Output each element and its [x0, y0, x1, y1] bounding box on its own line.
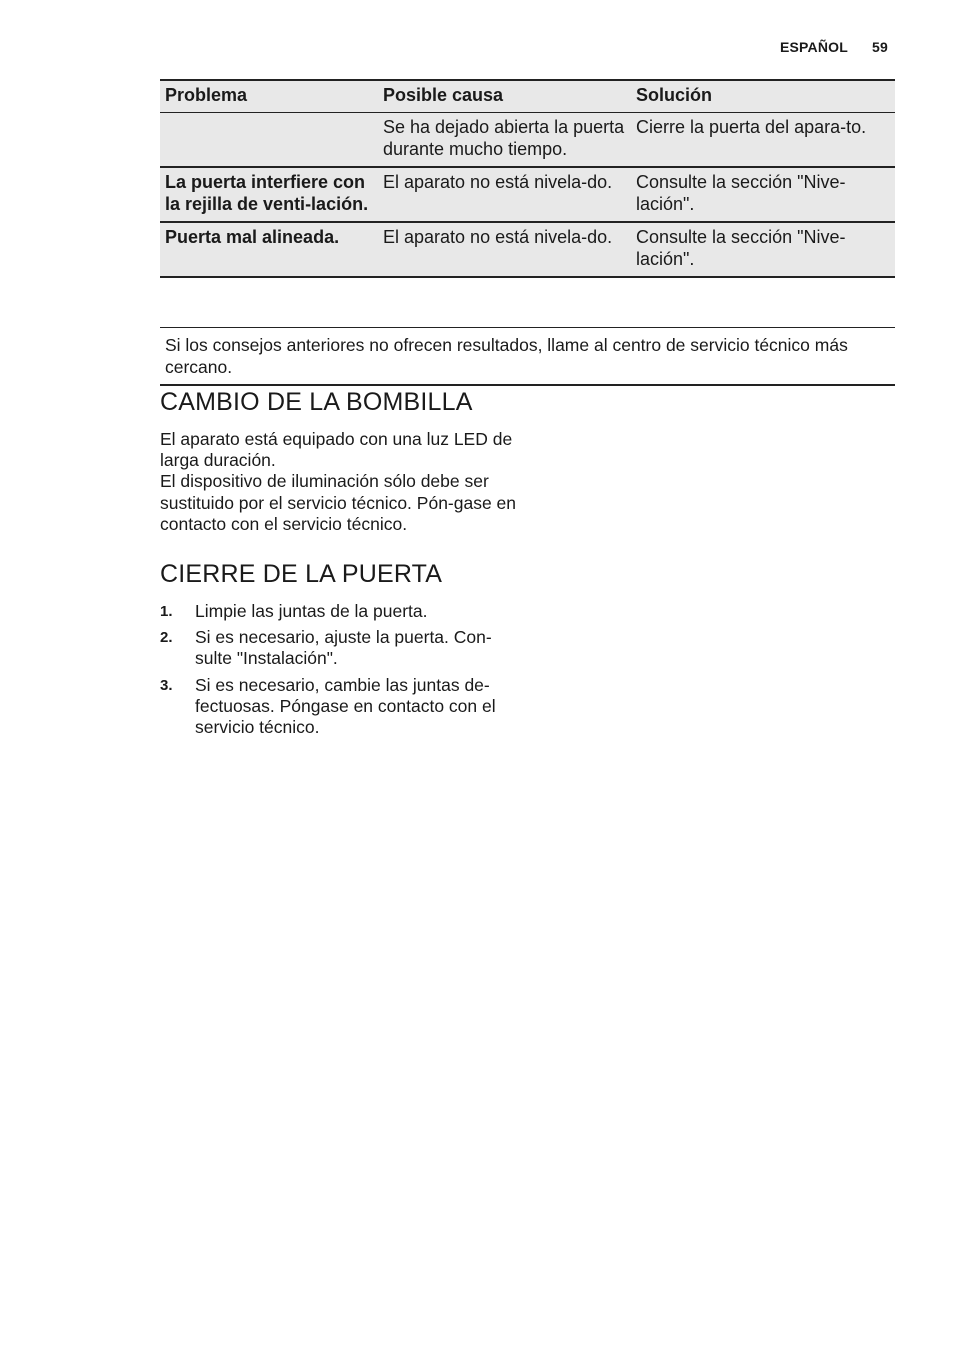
- cell-problem: Puerta mal alineada.: [160, 222, 378, 277]
- door-steps-list: [160, 601, 520, 743]
- list-item: [160, 627, 520, 669]
- step-number: 3.: [160, 676, 173, 694]
- cell-solution: Consulte la sección "Nive-lación".: [631, 167, 895, 222]
- bombilla-text-line2: El dispositivo de iluminación sólo debe ser sustituido por el servicio técnico. Pón-gase en contacto con el servicio técnico.: [160, 471, 517, 534]
- cell-cause: Se ha dejado abierta la puerta durante mucho tiempo.: [378, 112, 631, 167]
- cell-solution: Cierre la puerta del apara-to.: [631, 112, 895, 167]
- table-row: [160, 112, 895, 167]
- cell-problem: [160, 112, 378, 167]
- cell-cause: El aparato no está nivela-do.: [378, 222, 631, 277]
- header-cause: Posible causa: [378, 80, 631, 112]
- step-text: Limpie las juntas de la puerta.: [195, 601, 428, 621]
- page-number: 59: [872, 39, 888, 55]
- service-note: Si los consejos anteriores no ofrecen resultados, llame al centro de servicio técnico más cercano.: [160, 327, 895, 386]
- bombilla-text-line1: El aparato está equipado con una luz LED de larga duración.: [160, 429, 513, 471]
- cell-solution: Consulte la sección "Nive-lación".: [631, 222, 895, 277]
- table-row: [160, 222, 895, 277]
- troubleshooting-table: [160, 79, 895, 278]
- step-number: 1.: [160, 603, 173, 620]
- cell-problem: La puerta interfiere con la rejilla de venti-lación.: [160, 167, 378, 222]
- step-number: 2.: [160, 629, 173, 647]
- header-solution: Solución: [631, 80, 895, 112]
- section-title-puerta: CIERRE DE LA PUERTA: [160, 560, 443, 588]
- list-item: [160, 675, 520, 739]
- page-header: [780, 39, 888, 55]
- step-text: Si es necesario, ajuste la puerta. Con-sulte "Instalación".: [195, 627, 492, 669]
- list-item: [160, 601, 520, 622]
- cell-cause: El aparato no está nivela-do.: [378, 167, 631, 222]
- section-title-bombilla: CAMBIO DE LA BOMBILLA: [160, 388, 473, 416]
- header-problem: Problema: [160, 80, 378, 112]
- table-row: [160, 167, 895, 222]
- step-text: Si es necesario, cambie las juntas de-fectuosas. Póngase en contacto con el servicio técnico.: [195, 674, 496, 738]
- bombilla-text: [160, 429, 520, 535]
- section-label: ESPAÑOL: [779, 39, 849, 55]
- table-header-row: [160, 80, 895, 112]
